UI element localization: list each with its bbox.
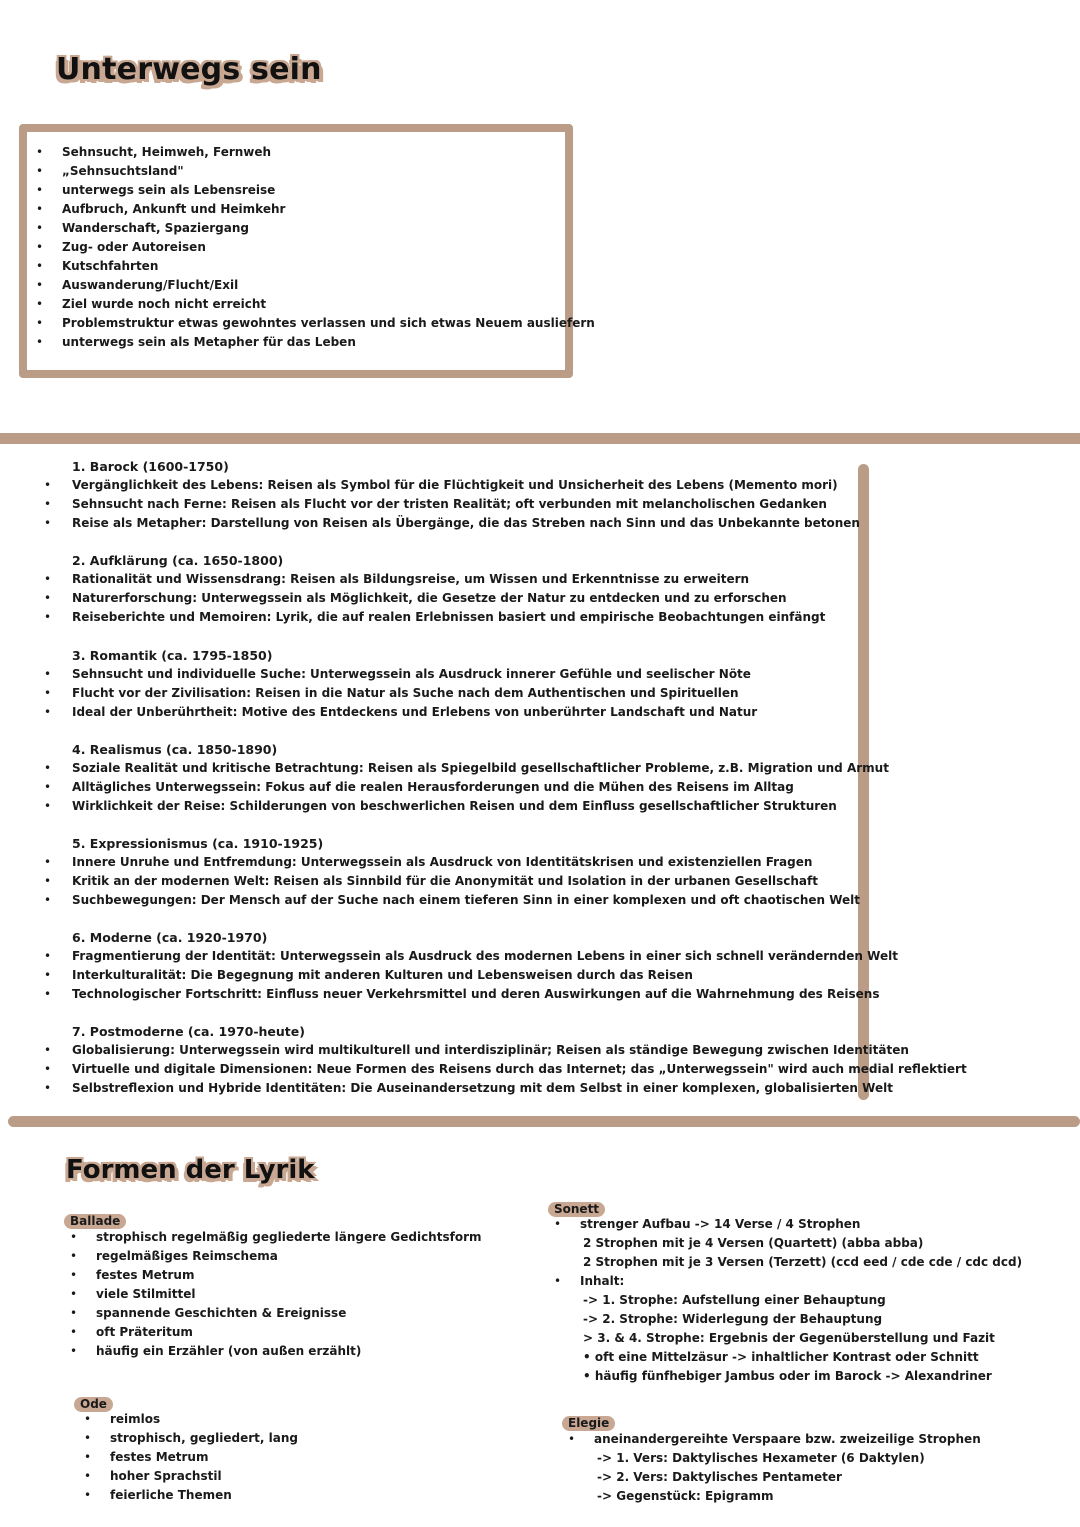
list-item: • strophisch, gegliedert, lang	[110, 1429, 298, 1448]
list-item: • Reiseberichte und Memoiren: Lyrik, die auf realen Erlebnissen basiert und empirische Beobachtungen einfängt	[72, 608, 825, 627]
list-item: • Flucht vor der Zivilisation: Reisen in die Natur als Suche nach dem Authentischen und Spirituellen	[72, 684, 757, 703]
elegie-line: -> Gegenstück: Epigramm	[597, 1489, 774, 1503]
list-item: • Problemstruktur etwas gewohntes verlassen und sich etwas Neuem ausliefern	[62, 314, 595, 333]
list-item: • Reise als Metapher: Darstellung von Reisen als Übergänge, die das Streben nach Sinn und das Unbekannte betonen	[72, 514, 860, 533]
sonett-inhalt-line: -> 2. Strophe: Widerlegung der Behauptung	[583, 1312, 883, 1326]
list-item: • Innere Unruhe und Entfremdung: Unterwegssein als Ausdruck von Identitätskrisen und existenziellen Fragen	[72, 853, 860, 872]
ode-tag: Ode	[74, 1397, 113, 1412]
list-item: • unterwegs sein als Lebensreise	[62, 181, 595, 200]
list-item: • Ideal der Unberührtheit: Motive des Entdeckens und Erlebens von unberührter Landschaft und Natur	[72, 703, 757, 722]
epoch-heading: 3. Romantik (ca. 1795-1850)	[72, 648, 273, 663]
epoch-romantik	[72, 646, 757, 722]
themes-list	[62, 143, 595, 352]
epoch-heading: 6. Moderne (ca. 1920-1970)	[72, 930, 268, 945]
list-item: • Naturerforschung: Unterwegssein als Möglichkeit, die Gesetze der Natur zu entdecken und zu erforschen	[72, 589, 825, 608]
page-title: Unterwegs sein	[56, 52, 322, 87]
divider-bottom	[8, 1116, 1080, 1127]
sonett-aufbau-line: 2 Strophen mit je 4 Versen (Quartett) (abba abba)	[583, 1236, 924, 1250]
epoch-heading: 2. Aufklärung (ca. 1650-1800)	[72, 553, 284, 568]
list-item: • Sehnsucht und individuelle Suche: Unterwegssein als Ausdruck innerer Gefühle und seelischer Nöte	[72, 665, 757, 684]
elegie-line: -> 2. Vers: Daktylisches Pentameter	[597, 1470, 842, 1484]
list-item: • Sehnsucht nach Ferne: Reisen als Flucht vor der tristen Realität; oft verbunden mit melancholischen Gedanken	[72, 495, 860, 514]
sonett-inhalt-line: -> 1. Strophe: Aufstellung einer Behauptung	[583, 1293, 886, 1307]
ode-list	[110, 1410, 298, 1505]
epoch-expressionismus	[72, 834, 860, 910]
list-item: • Kritik an der modernen Welt: Reisen als Sinnbild für die Anonymität und Isolation in der urbanen Gesellschaft	[72, 872, 860, 891]
list-item: • spannende Geschichten & Ereignisse	[96, 1304, 482, 1323]
list-item: • reimlos	[110, 1410, 298, 1429]
list-item: • Selbstreflexion und Hybride Identitäten: Die Auseinandersetzung mit dem Selbst in einer komplexen, globalisierten Welt	[72, 1079, 967, 1098]
epoch-heading: 7. Postmoderne (ca. 1970-heute)	[72, 1024, 305, 1039]
sonett-content	[580, 1215, 1022, 1386]
sonett-inhalt-line: • häufig fünfhebiger Jambus oder im Barock -> Alexandriner	[583, 1369, 992, 1383]
list-item: • Ziel wurde noch nicht erreicht	[62, 295, 595, 314]
list-item: • strophisch regelmäßig gegliederte längere Gedichtsform	[96, 1228, 482, 1247]
epoch-aufklaerung	[72, 551, 825, 627]
list-item: • hoher Sprachstil	[110, 1467, 298, 1486]
list-item: • häufig ein Erzähler (von außen erzählt)	[96, 1342, 482, 1361]
list-item: • regelmäßiges Reimschema	[96, 1247, 482, 1266]
epoch-heading: 5. Expressionismus (ca. 1910-1925)	[72, 836, 324, 851]
epoch-postmoderne	[72, 1022, 967, 1098]
divider-top	[0, 433, 1080, 444]
ballade-section	[64, 1210, 126, 1229]
sonett-inhalt-line: > 3. & 4. Strophe: Ergebnis der Gegenüberstellung und Fazit	[583, 1331, 995, 1345]
sonett-aufbau-line: 2 Strophen mit je 3 Versen (Terzett) (ccd eed / cde cde / cdc dcd)	[583, 1255, 1023, 1269]
list-item: • Alltägliches Unterwegssein: Fokus auf die realen Herausforderungen und die Mühen des Reisens im Alltag	[72, 778, 889, 797]
list-item: • Fragmentierung der Identität: Unterwegssein als Ausdruck des modernen Lebens in einer sich schnell verändernden Welt	[72, 947, 898, 966]
list-item: • Auswanderung/Flucht/Exil	[62, 276, 595, 295]
list-item: • Globalisierung: Unterwegssein wird multikulturell und interdisziplinär; Reisen als ständige Bewegung zwischen Identitäten	[72, 1041, 967, 1060]
sonett-tag: Sonett	[548, 1202, 605, 1217]
elegie-tag: Elegie	[562, 1416, 615, 1431]
list-item: • oft Präteritum	[96, 1323, 482, 1342]
list-item: • Rationalität und Wissensdrang: Reisen als Bildungsreise, um Wissen und Erkenntnisse zu erweitern	[72, 570, 825, 589]
sonett-inhalt-line: • oft eine Mittelzäsur -> inhaltlicher Kontrast oder Schnitt	[583, 1350, 979, 1364]
ballade-tag: Ballade	[64, 1214, 126, 1229]
list-item: • „Sehnsuchtsland"	[62, 162, 595, 181]
section-title-lyrik: Formen der Lyrik	[66, 1155, 315, 1185]
list-item: • Soziale Realität und kritische Betrachtung: Reisen als Spiegelbild gesellschaftlicher Probleme, z.B. Migration und Armut	[72, 759, 889, 778]
list-item: • unterwegs sein als Metapher für das Leben	[62, 333, 595, 352]
elegie-line: -> 1. Vers: Daktylisches Hexameter (6 Daktylen)	[597, 1451, 925, 1465]
list-item: • festes Metrum	[96, 1266, 482, 1285]
list-item: • Interkulturalität: Die Begegnung mit anderen Kulturen und Lebensweisen durch das Reisen	[72, 966, 898, 985]
list-item: • Aufbruch, Ankunft und Heimkehr	[62, 200, 595, 219]
list-item: • festes Metrum	[110, 1448, 298, 1467]
elegie-section	[562, 1412, 615, 1431]
list-item: • Vergänglichkeit des Lebens: Reisen als Symbol für die Flüchtigkeit und Unsicherheit des Lebens (Memento mori)	[72, 476, 860, 495]
ballade-list	[96, 1228, 482, 1361]
list-item: • Zug- oder Autoreisen	[62, 238, 595, 257]
list-item: • Suchbewegungen: Der Mensch auf der Suche nach einem tieferen Sinn in einer komplexen und oft chaotischen Welt	[72, 891, 860, 910]
epoch-moderne	[72, 928, 898, 1004]
epoch-heading: 4. Realismus (ca. 1850-1890)	[72, 742, 278, 757]
sonett-inhalt: • Inhalt:	[580, 1272, 1022, 1291]
epoch-heading: 1. Barock (1600-1750)	[72, 459, 229, 474]
list-item: • feierliche Themen	[110, 1486, 298, 1505]
epoch-realismus	[72, 740, 889, 816]
ode-section	[74, 1393, 113, 1412]
list-item: • Kutschfahrten	[62, 257, 595, 276]
epoch-barock	[72, 457, 860, 533]
sonett-aufbau: • strenger Aufbau -> 14 Verse / 4 Strophen	[580, 1215, 1022, 1234]
list-item: • Wanderschaft, Spaziergang	[62, 219, 595, 238]
list-item: • Wirklichkeit der Reise: Schilderungen von beschwerlichen Reisen und dem Einfluss gesellschaftlicher Strukturen	[72, 797, 889, 816]
elegie-content	[594, 1430, 981, 1506]
list-item: • Technologischer Fortschritt: Einfluss neuer Verkehrsmittel und deren Auswirkungen auf die Wahrnehmung des Reisens	[72, 985, 898, 1004]
elegie-main: • aneinandergereihte Verspaare bzw. zweizeilige Strophen	[594, 1430, 981, 1449]
list-item: • Virtuelle und digitale Dimensionen: Neue Formen des Reisens durch das Internet; das „Unterwegssein" wird auch medial reflektiert	[72, 1060, 967, 1079]
list-item: • viele Stilmittel	[96, 1285, 482, 1304]
list-item: • Sehnsucht, Heimweh, Fernweh	[62, 143, 595, 162]
